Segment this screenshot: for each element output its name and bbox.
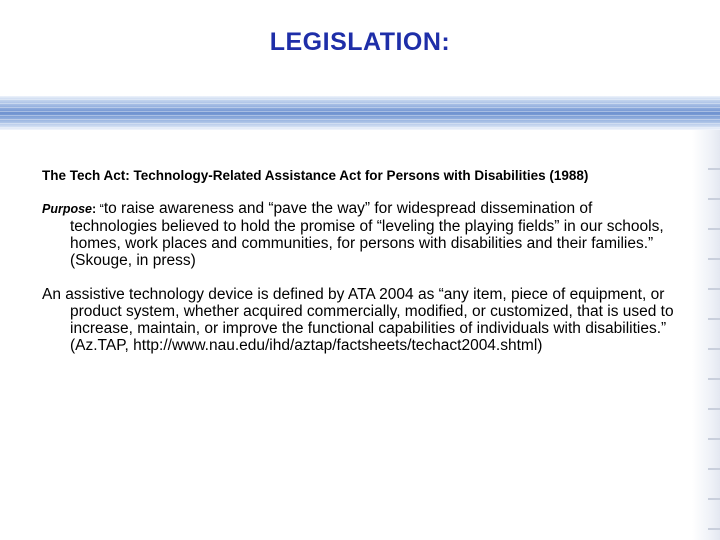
right-edge-ticks [708,140,720,540]
purpose-paragraph [42,200,682,269]
device-definition-paragraph: An assistive technology device is defined by ATA 2004 as “any item, piece of equipment, or product system, whether acquired commercially, modified, or customized, that is used to increase, maintain, or improve the functional capabilities of individuals with disabilities.” (Az.TAP, http://www.nau.edu/ihd/aztap/factsheets/techact2004.shtml) [42,286,674,354]
slide-body [42,168,682,354]
tech-act-paragraph: The Tech Act: Technology-Related Assistance Act for Persons with Disabilities (1988) [42,168,589,183]
purpose-colon: : [92,202,100,216]
purpose-label-group [42,202,100,216]
purpose-label: Purpose [42,202,93,216]
purpose-open-quote: “ [99,202,104,216]
header-band-stripes [0,96,720,130]
slide-title: LEGISLATION: [269,28,451,56]
purpose-text: to raise awareness and “pave the way” for widespread dissemination of technologies believed to hold the promise of “leveling the playing fields” in our schools, homes, work places and communities, for persons with disabilities and their families.” (Skouge, in press) [70,200,664,269]
